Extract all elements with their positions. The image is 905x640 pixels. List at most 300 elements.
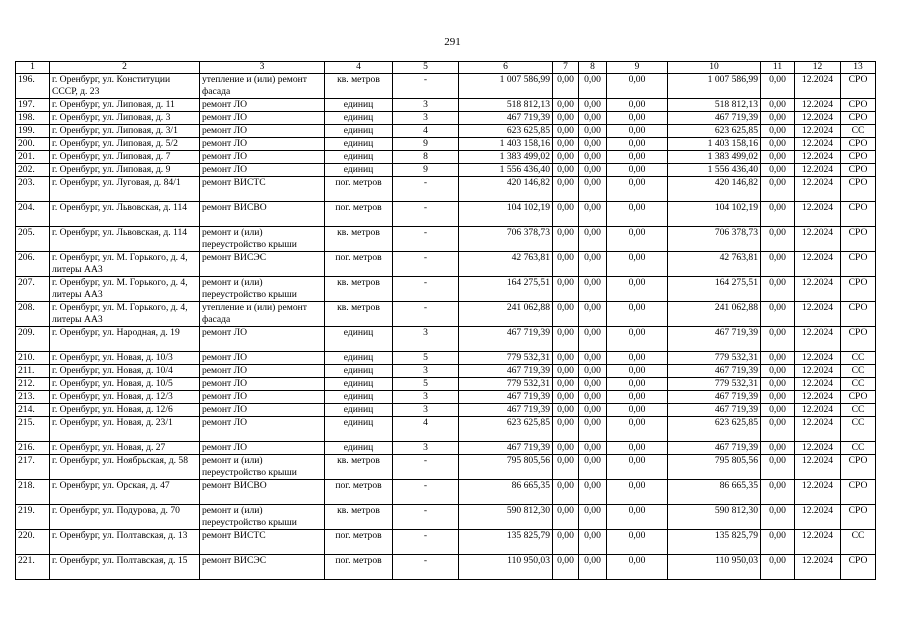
col7-value: 0,00 — [553, 252, 579, 277]
deadline: 12.2024 — [795, 530, 841, 555]
col9-value: 0,00 — [607, 555, 668, 580]
method: СС — [841, 442, 876, 455]
method: СРО — [841, 202, 876, 227]
table-header — [16, 62, 876, 74]
col8-value: 0,00 — [579, 530, 607, 555]
row-number: 203. — [16, 177, 50, 202]
total-cost: 706 378,73 — [459, 227, 553, 252]
col8-value: 0,00 — [579, 177, 607, 202]
method: СРО — [841, 277, 876, 302]
col7-value: 0,00 — [553, 138, 579, 151]
quantity: 3 — [393, 327, 459, 352]
address: г. Оренбург, ул. М. Горького, д. 4, литеры АА3 — [50, 277, 200, 302]
col10-value: 110 950,03 — [668, 555, 761, 580]
quantity: 3 — [393, 112, 459, 125]
col11-value: 0,00 — [761, 302, 795, 327]
col9-value: 0,00 — [607, 365, 668, 378]
table-row — [16, 164, 876, 177]
deadline: 12.2024 — [795, 177, 841, 202]
col8-value: 0,00 — [579, 74, 607, 99]
col7-value: 0,00 — [553, 442, 579, 455]
work-type: ремонт ВИСВО — [200, 480, 325, 505]
col11-value: 0,00 — [761, 530, 795, 555]
work-type: утепление и (или) ремонт фасада — [200, 74, 325, 99]
method: СРО — [841, 99, 876, 112]
unit: кв. метров — [325, 227, 393, 252]
col9-value: 0,00 — [607, 138, 668, 151]
method: СРО — [841, 252, 876, 277]
deadline: 12.2024 — [795, 365, 841, 378]
unit: кв. метров — [325, 505, 393, 530]
work-type: ремонт ЛО — [200, 164, 325, 177]
row-number: 198. — [16, 112, 50, 125]
col10-value: 467 719,39 — [668, 112, 761, 125]
unit: единиц — [325, 164, 393, 177]
row-number: 208. — [16, 302, 50, 327]
column-header: 8 — [579, 62, 607, 74]
row-number: 213. — [16, 391, 50, 404]
deadline: 12.2024 — [795, 391, 841, 404]
deadline: 12.2024 — [795, 505, 841, 530]
unit: единиц — [325, 138, 393, 151]
address: г. Оренбург, ул. Новая, д. 10/3 — [50, 352, 200, 365]
address: г. Оренбург, ул. Новая, д. 27 — [50, 442, 200, 455]
col9-value: 0,00 — [607, 480, 668, 505]
deadline: 12.2024 — [795, 352, 841, 365]
header-row — [16, 62, 876, 74]
work-type: ремонт ВИСВО — [200, 202, 325, 227]
work-type: ремонт и (или) переустройство крыши — [200, 227, 325, 252]
col8-value: 0,00 — [579, 164, 607, 177]
row-number: 217. — [16, 455, 50, 480]
column-header: 10 — [668, 62, 761, 74]
col9-value: 0,00 — [607, 391, 668, 404]
table-row — [16, 378, 876, 391]
address: г. Оренбург, ул. Липовая, д. 11 — [50, 99, 200, 112]
col9-value: 0,00 — [607, 112, 668, 125]
col11-value: 0,00 — [761, 202, 795, 227]
table-row — [16, 277, 876, 302]
col8-value: 0,00 — [579, 352, 607, 365]
row-number: 216. — [16, 442, 50, 455]
address: г. Оренбург, ул. М. Горького, д. 4, литеры АА3 — [50, 302, 200, 327]
col8-value: 0,00 — [579, 365, 607, 378]
table-row — [16, 480, 876, 505]
method: СРО — [841, 391, 876, 404]
work-type: ремонт ЛО — [200, 391, 325, 404]
col8-value: 0,00 — [579, 455, 607, 480]
address: г. Оренбург, ул. Новая, д. 23/1 — [50, 417, 200, 442]
address: г. Оренбург, ул. Львовская, д. 114 — [50, 202, 200, 227]
method: СРО — [841, 177, 876, 202]
method: СС — [841, 365, 876, 378]
unit: единиц — [325, 327, 393, 352]
col8-value: 0,00 — [579, 112, 607, 125]
column-header: 12 — [795, 62, 841, 74]
address: г. Оренбург, ул. М. Горького, д. 4, литеры АА3 — [50, 252, 200, 277]
work-type: ремонт ЛО — [200, 417, 325, 442]
unit: единиц — [325, 442, 393, 455]
total-cost: 1 007 586,99 — [459, 74, 553, 99]
quantity: 3 — [393, 99, 459, 112]
unit: единиц — [325, 112, 393, 125]
table-body — [16, 74, 876, 580]
col9-value: 0,00 — [607, 177, 668, 202]
col10-value: 623 625,85 — [668, 125, 761, 138]
col11-value: 0,00 — [761, 404, 795, 417]
column-header: 11 — [761, 62, 795, 74]
column-header: 2 — [50, 62, 200, 74]
quantity: - — [393, 252, 459, 277]
col9-value: 0,00 — [607, 277, 668, 302]
work-type: ремонт ВИСЭС — [200, 555, 325, 580]
col10-value: 104 102,19 — [668, 202, 761, 227]
row-number: 214. — [16, 404, 50, 417]
quantity: - — [393, 302, 459, 327]
unit: единиц — [325, 352, 393, 365]
method: СС — [841, 417, 876, 442]
col11-value: 0,00 — [761, 177, 795, 202]
col7-value: 0,00 — [553, 352, 579, 365]
deadline: 12.2024 — [795, 480, 841, 505]
row-number: 220. — [16, 530, 50, 555]
work-type: ремонт ЛО — [200, 138, 325, 151]
col10-value: 779 532,31 — [668, 352, 761, 365]
col9-value: 0,00 — [607, 125, 668, 138]
col10-value: 42 763,81 — [668, 252, 761, 277]
col10-value: 164 275,51 — [668, 277, 761, 302]
method: СРО — [841, 555, 876, 580]
quantity: - — [393, 227, 459, 252]
table-row — [16, 252, 876, 277]
col8-value: 0,00 — [579, 442, 607, 455]
deadline: 12.2024 — [795, 404, 841, 417]
col9-value: 0,00 — [607, 151, 668, 164]
col11-value: 0,00 — [761, 327, 795, 352]
row-number: 204. — [16, 202, 50, 227]
col7-value: 0,00 — [553, 202, 579, 227]
work-type: ремонт ЛО — [200, 378, 325, 391]
unit: единиц — [325, 417, 393, 442]
method: СРО — [841, 505, 876, 530]
col10-value: 706 378,73 — [668, 227, 761, 252]
address: г. Оренбург, ул. Народная, д. 19 — [50, 327, 200, 352]
total-cost: 104 102,19 — [459, 202, 553, 227]
work-type: ремонт ЛО — [200, 112, 325, 125]
row-number: 199. — [16, 125, 50, 138]
col7-value: 0,00 — [553, 391, 579, 404]
col11-value: 0,00 — [761, 164, 795, 177]
col11-value: 0,00 — [761, 352, 795, 365]
col10-value: 241 062,88 — [668, 302, 761, 327]
row-number: 201. — [16, 151, 50, 164]
col7-value: 0,00 — [553, 455, 579, 480]
total-cost: 467 719,39 — [459, 327, 553, 352]
col7-value: 0,00 — [553, 417, 579, 442]
row-number: 221. — [16, 555, 50, 580]
col10-value: 1 556 436,40 — [668, 164, 761, 177]
total-cost: 164 275,51 — [459, 277, 553, 302]
total-cost: 467 719,39 — [459, 365, 553, 378]
col7-value: 0,00 — [553, 327, 579, 352]
col11-value: 0,00 — [761, 505, 795, 530]
method: СРО — [841, 227, 876, 252]
work-type: ремонт ВИСЭС — [200, 252, 325, 277]
col11-value: 0,00 — [761, 480, 795, 505]
unit: единиц — [325, 151, 393, 164]
address: г. Оренбург, ул. Липовая, д. 7 — [50, 151, 200, 164]
deadline: 12.2024 — [795, 227, 841, 252]
col11-value: 0,00 — [761, 455, 795, 480]
method: СРО — [841, 151, 876, 164]
deadline: 12.2024 — [795, 202, 841, 227]
col10-value: 467 719,39 — [668, 365, 761, 378]
total-cost: 86 665,35 — [459, 480, 553, 505]
table-row — [16, 505, 876, 530]
column-header: 6 — [459, 62, 553, 74]
total-cost: 779 532,31 — [459, 352, 553, 365]
table-row — [16, 442, 876, 455]
work-type: ремонт и (или) переустройство крыши — [200, 277, 325, 302]
col10-value: 1 403 158,16 — [668, 138, 761, 151]
work-type: ремонт ЛО — [200, 125, 325, 138]
col7-value: 0,00 — [553, 164, 579, 177]
table-row — [16, 99, 876, 112]
address: г. Оренбург, ул. Полтавская, д. 13 — [50, 530, 200, 555]
table-row — [16, 455, 876, 480]
column-header: 3 — [200, 62, 325, 74]
col8-value: 0,00 — [579, 555, 607, 580]
row-number: 207. — [16, 277, 50, 302]
col10-value: 467 719,39 — [668, 442, 761, 455]
total-cost: 590 812,30 — [459, 505, 553, 530]
quantity: 4 — [393, 417, 459, 442]
work-type: ремонт ВИСТС — [200, 177, 325, 202]
table-row — [16, 365, 876, 378]
col11-value: 0,00 — [761, 365, 795, 378]
col9-value: 0,00 — [607, 417, 668, 442]
col7-value: 0,00 — [553, 112, 579, 125]
method: СРО — [841, 327, 876, 352]
registry-table — [15, 61, 876, 580]
method: СРО — [841, 164, 876, 177]
quantity: 3 — [393, 442, 459, 455]
col8-value: 0,00 — [579, 391, 607, 404]
method: СРО — [841, 480, 876, 505]
col9-value: 0,00 — [607, 227, 668, 252]
col9-value: 0,00 — [607, 455, 668, 480]
total-cost: 42 763,81 — [459, 252, 553, 277]
quantity: - — [393, 480, 459, 505]
total-cost: 779 532,31 — [459, 378, 553, 391]
table-row — [16, 74, 876, 99]
col7-value: 0,00 — [553, 99, 579, 112]
method: СРО — [841, 455, 876, 480]
col7-value: 0,00 — [553, 480, 579, 505]
col8-value: 0,00 — [579, 505, 607, 530]
quantity: - — [393, 530, 459, 555]
col11-value: 0,00 — [761, 555, 795, 580]
col8-value: 0,00 — [579, 227, 607, 252]
work-type: ремонт ВИСТС — [200, 530, 325, 555]
address: г. Оренбург, ул. Новая, д. 12/6 — [50, 404, 200, 417]
total-cost: 1 556 436,40 — [459, 164, 553, 177]
unit: пог. метров — [325, 252, 393, 277]
col11-value: 0,00 — [761, 138, 795, 151]
work-type: ремонт ЛО — [200, 327, 325, 352]
col8-value: 0,00 — [579, 404, 607, 417]
row-number: 211. — [16, 365, 50, 378]
col8-value: 0,00 — [579, 138, 607, 151]
col11-value: 0,00 — [761, 417, 795, 442]
address: г. Оренбург, ул. Новая, д. 10/4 — [50, 365, 200, 378]
unit: кв. метров — [325, 302, 393, 327]
column-header: 1 — [16, 62, 50, 74]
deadline: 12.2024 — [795, 138, 841, 151]
col11-value: 0,00 — [761, 252, 795, 277]
col11-value: 0,00 — [761, 391, 795, 404]
col10-value: 590 812,30 — [668, 505, 761, 530]
row-number: 197. — [16, 99, 50, 112]
deadline: 12.2024 — [795, 74, 841, 99]
row-number: 209. — [16, 327, 50, 352]
col8-value: 0,00 — [579, 99, 607, 112]
col9-value: 0,00 — [607, 302, 668, 327]
address: г. Оренбург, ул. Липовая, д. 9 — [50, 164, 200, 177]
col11-value: 0,00 — [761, 74, 795, 99]
quantity: 3 — [393, 391, 459, 404]
col9-value: 0,00 — [607, 327, 668, 352]
total-cost: 1 403 158,16 — [459, 138, 553, 151]
col9-value: 0,00 — [607, 202, 668, 227]
deadline: 12.2024 — [795, 442, 841, 455]
address: г. Оренбург, ул. Липовая, д. 3 — [50, 112, 200, 125]
quantity: 8 — [393, 151, 459, 164]
column-header: 7 — [553, 62, 579, 74]
table-row — [16, 177, 876, 202]
unit: единиц — [325, 99, 393, 112]
quantity: - — [393, 555, 459, 580]
col10-value: 420 146,82 — [668, 177, 761, 202]
deadline: 12.2024 — [795, 164, 841, 177]
col7-value: 0,00 — [553, 277, 579, 302]
row-number: 202. — [16, 164, 50, 177]
total-cost: 467 719,39 — [459, 404, 553, 417]
deadline: 12.2024 — [795, 99, 841, 112]
address: г. Оренбург, ул. Новая, д. 12/3 — [50, 391, 200, 404]
col9-value: 0,00 — [607, 99, 668, 112]
table-row — [16, 302, 876, 327]
unit: пог. метров — [325, 530, 393, 555]
col9-value: 0,00 — [607, 164, 668, 177]
col11-value: 0,00 — [761, 112, 795, 125]
col10-value: 518 812,13 — [668, 99, 761, 112]
address: г. Оренбург, ул. Конституции СССР, д. 23 — [50, 74, 200, 99]
quantity: 5 — [393, 378, 459, 391]
col10-value: 467 719,39 — [668, 404, 761, 417]
quantity: - — [393, 455, 459, 480]
col10-value: 86 665,35 — [668, 480, 761, 505]
work-type: ремонт ЛО — [200, 404, 325, 417]
address: г. Оренбург, ул. Липовая, д. 3/1 — [50, 125, 200, 138]
col7-value: 0,00 — [553, 227, 579, 252]
deadline: 12.2024 — [795, 455, 841, 480]
unit: единиц — [325, 404, 393, 417]
work-type: ремонт ЛО — [200, 99, 325, 112]
col8-value: 0,00 — [579, 125, 607, 138]
unit: единиц — [325, 391, 393, 404]
table-row — [16, 555, 876, 580]
col11-value: 0,00 — [761, 378, 795, 391]
col8-value: 0,00 — [579, 202, 607, 227]
unit: кв. метров — [325, 74, 393, 99]
quantity: 5 — [393, 352, 459, 365]
col7-value: 0,00 — [553, 530, 579, 555]
row-number: 215. — [16, 417, 50, 442]
table-row — [16, 417, 876, 442]
method: СС — [841, 530, 876, 555]
unit: кв. метров — [325, 455, 393, 480]
total-cost: 518 812,13 — [459, 99, 553, 112]
deadline: 12.2024 — [795, 252, 841, 277]
col7-value: 0,00 — [553, 555, 579, 580]
work-type: ремонт ЛО — [200, 151, 325, 164]
col11-value: 0,00 — [761, 125, 795, 138]
unit: пог. метров — [325, 177, 393, 202]
table-row — [16, 530, 876, 555]
col8-value: 0,00 — [579, 480, 607, 505]
quantity: 9 — [393, 164, 459, 177]
method: СС — [841, 404, 876, 417]
total-cost: 420 146,82 — [459, 177, 553, 202]
col10-value: 467 719,39 — [668, 391, 761, 404]
col9-value: 0,00 — [607, 530, 668, 555]
col7-value: 0,00 — [553, 302, 579, 327]
row-number: 205. — [16, 227, 50, 252]
unit: единиц — [325, 378, 393, 391]
deadline: 12.2024 — [795, 112, 841, 125]
deadline: 12.2024 — [795, 378, 841, 391]
table-row — [16, 151, 876, 164]
col10-value: 1 383 499,02 — [668, 151, 761, 164]
col10-value: 1 007 586,99 — [668, 74, 761, 99]
col8-value: 0,00 — [579, 302, 607, 327]
row-number: 219. — [16, 505, 50, 530]
address: г. Оренбург, ул. Полтавская, д. 15 — [50, 555, 200, 580]
table-row — [16, 327, 876, 352]
unit: единиц — [325, 365, 393, 378]
col8-value: 0,00 — [579, 378, 607, 391]
total-cost: 241 062,88 — [459, 302, 553, 327]
deadline: 12.2024 — [795, 302, 841, 327]
address: г. Оренбург, ул. Подурова, д. 70 — [50, 505, 200, 530]
row-number: 196. — [16, 74, 50, 99]
deadline: 12.2024 — [795, 555, 841, 580]
col8-value: 0,00 — [579, 277, 607, 302]
col7-value: 0,00 — [553, 378, 579, 391]
column-header: 4 — [325, 62, 393, 74]
method: СРО — [841, 302, 876, 327]
total-cost: 623 625,85 — [459, 125, 553, 138]
col10-value: 795 805,56 — [668, 455, 761, 480]
col7-value: 0,00 — [553, 505, 579, 530]
unit: единиц — [325, 125, 393, 138]
col7-value: 0,00 — [553, 125, 579, 138]
quantity: 4 — [393, 125, 459, 138]
col8-value: 0,00 — [579, 252, 607, 277]
col9-value: 0,00 — [607, 252, 668, 277]
col8-value: 0,00 — [579, 327, 607, 352]
